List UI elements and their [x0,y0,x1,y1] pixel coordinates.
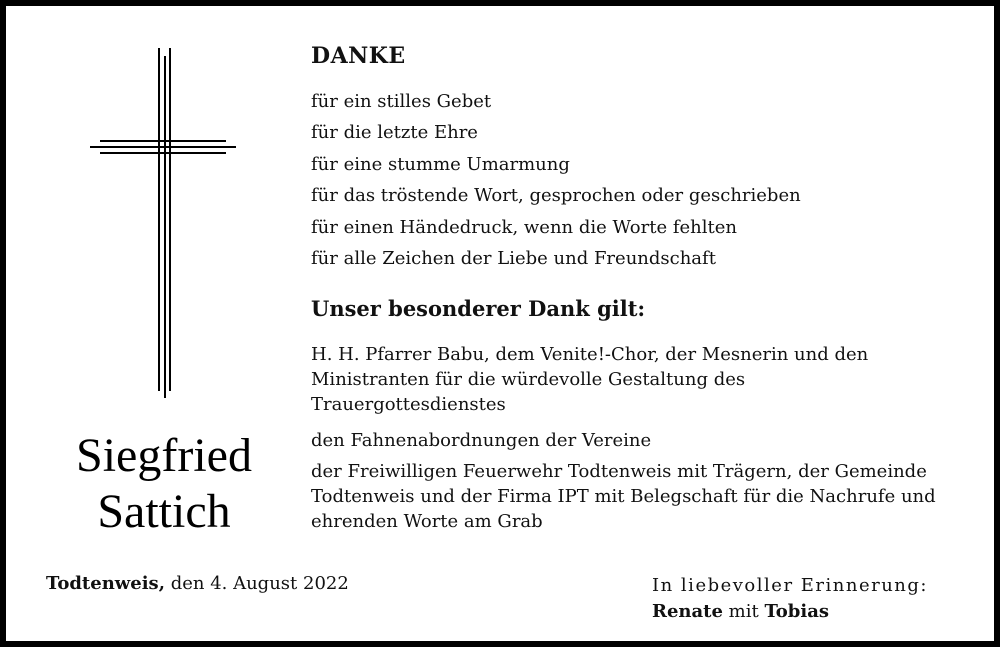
deceased-last-name: Sattich [97,485,231,538]
thanks-line: für das tröstende Wort, gesprochen oder geschrieben [311,185,801,206]
place-date [46,573,349,594]
thanks-line: für die letzte Ehre [311,122,478,143]
special-thanks-paragraph: der Freiwilligen Feuerwehr Todtenweis mit Trägern, der Gemeinde Todtenweis und der Firma IPT mit Belegschaft für die Nachrufe und ehrenden Worte am Grab [311,461,936,532]
signature-block [652,573,928,625]
thanks-line: für alle Zeichen der Liebe und Freundschaft [311,248,716,269]
special-thanks-paragraph: H. H. Pfarrer Babu, dem Venite!-Chor, der Mesnerin und den Ministranten für die würdevolle Gestaltung des Trauergottesdienstes [311,344,869,415]
date: den 4. August 2022 [170,573,349,594]
place: Todtenweis, [46,573,165,594]
thanks-line: für ein stilles Gebet [311,91,492,112]
special-thanks-paragraph: den Fahnenabordnungen der Vereine [311,430,652,451]
signer-first: Renate [652,601,723,622]
thanks-line: für eine stumme Umarmung [311,154,570,175]
deceased-first-name: Siegfried [76,429,252,482]
thanks-heading: DANKE [311,43,406,69]
signer-second: Tobias [764,601,830,622]
thanks-line: für einen Händedruck, wenn die Worte fehlten [311,217,737,238]
cross-icon [86,46,242,398]
deceased-name [46,428,282,540]
special-thanks-heading: Unser besonderer Dank gilt: [311,296,646,321]
signer-connector: mit [728,601,759,622]
memory-text: In liebevoller Erinnerung: [652,575,928,596]
